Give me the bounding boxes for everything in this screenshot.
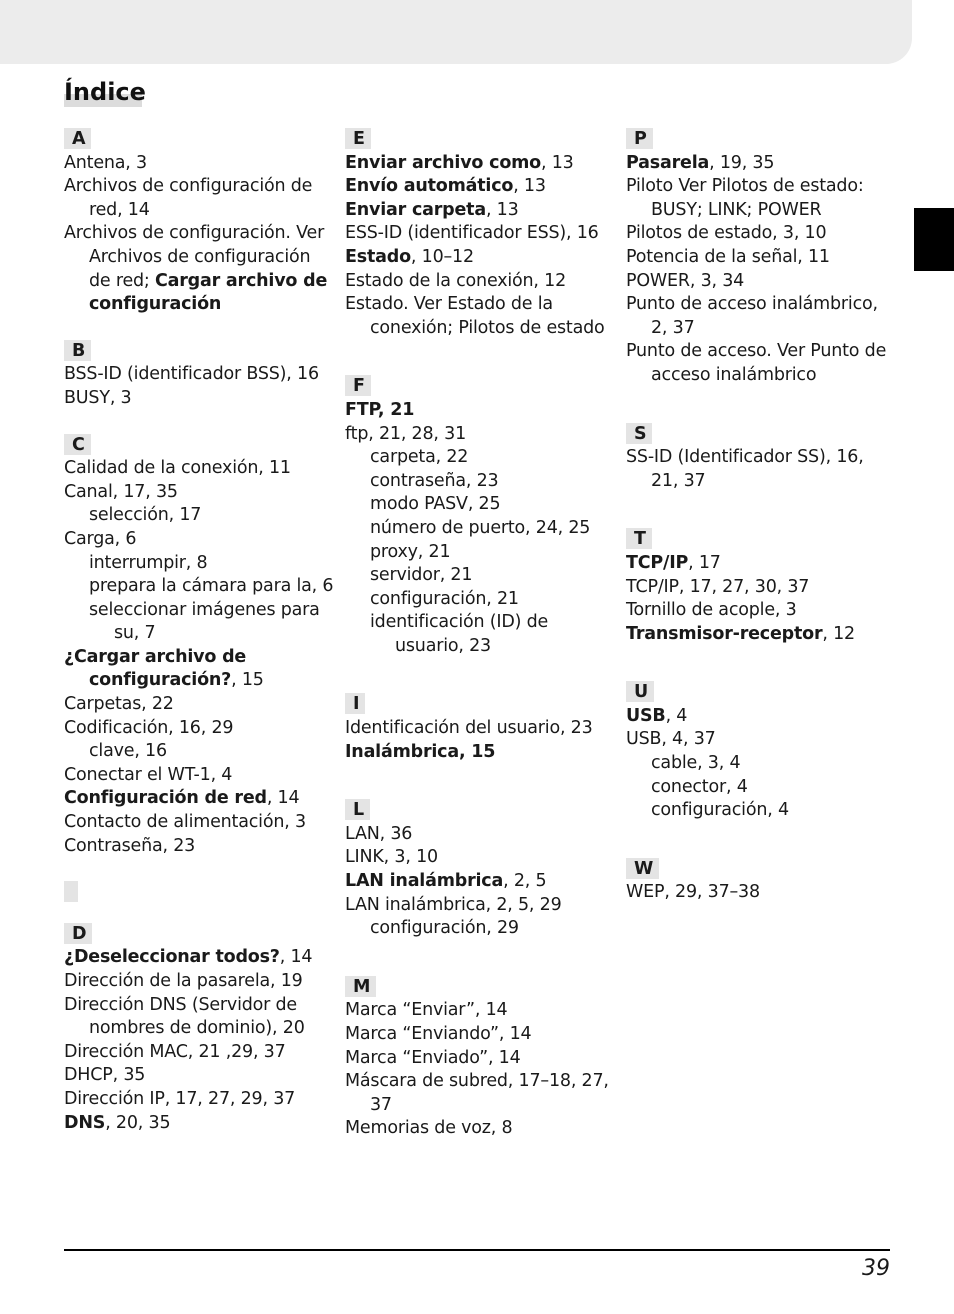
entry-text: Configuración de red <box>64 788 267 809</box>
index-subentry <box>345 611 615 658</box>
entry-text: Dirección MAC, 21 ,29, 37 <box>64 1041 286 1062</box>
section-gap <box>345 941 615 976</box>
entry-text: Canal, 17, 35 <box>64 481 178 502</box>
section-letter: E <box>345 128 371 149</box>
index-entry <box>64 152 334 176</box>
index-entry <box>345 870 615 894</box>
entry-text: , 14 <box>279 947 313 968</box>
entry-text: configuración, 4 <box>651 800 789 821</box>
index-entry <box>345 246 615 270</box>
index-subentry <box>345 588 615 612</box>
entry-text: BUSY, 3 <box>64 387 132 408</box>
entry-text: ¿Cargar archivo de configuración? <box>64 646 247 691</box>
entry-text: Máscara de subred, 17–18, 27, 37 <box>345 1071 609 1115</box>
page-title-text: Índice <box>64 78 146 106</box>
index-entry <box>64 222 334 316</box>
index-entry <box>345 293 615 340</box>
entry-text: ftp, 21, 28, 31 <box>345 423 467 444</box>
entry-text: LINK, 3, 10 <box>345 847 438 868</box>
entry-text: modo PASV, 25 <box>370 494 501 515</box>
entry-text: servidor, 21 <box>370 565 473 586</box>
section-letter: B <box>64 340 91 361</box>
entry-text: Antena, 3 <box>64 152 147 173</box>
index-subentry <box>345 517 615 541</box>
entry-text: Contacto de alimentación, 3 <box>64 812 306 833</box>
entry-text: LAN inalámbrica, 2, 5, 29 <box>345 894 562 915</box>
entry-text: Dirección DNS (Servidor de nombres de dominio), 20 <box>64 994 305 1039</box>
section-letter <box>64 881 78 902</box>
section-gap <box>345 764 615 799</box>
entry-text: cable, 3, 4 <box>651 753 741 774</box>
entry-text: contraseña, 23 <box>370 470 499 491</box>
header-band <box>0 0 912 64</box>
index-subentry <box>626 752 896 776</box>
entry-text: , 13 <box>485 199 519 220</box>
index-entry <box>626 552 896 576</box>
index-entry <box>64 835 334 859</box>
index-subentry <box>345 564 615 588</box>
entry-text: Marca “Enviando”, 14 <box>345 1024 532 1044</box>
index-entry <box>64 717 334 741</box>
entry-text: Dirección de la pasarela, 19 <box>64 971 303 991</box>
entry-text: interrumpir, 8 <box>89 552 208 573</box>
section-letter: I <box>345 693 365 714</box>
index-entry <box>64 693 334 717</box>
index-entry <box>345 1023 615 1047</box>
entry-text: WEP, 29, 37–38 <box>626 882 760 903</box>
section-gap <box>64 411 334 434</box>
index-entry <box>64 764 334 788</box>
entry-text: , 4 <box>665 705 688 726</box>
section-gap <box>626 493 896 528</box>
index-subentry <box>626 799 896 823</box>
entry-text: Identificación del usuario, 23 <box>345 718 593 739</box>
entry-text: Enviar archivo como <box>345 152 541 173</box>
section-gap <box>64 858 334 881</box>
entry-text: Punto de acceso. Ver Punto de acceso inalámbrico <box>626 341 887 385</box>
entry-text: , 19, 35 <box>709 152 775 173</box>
entry-text: Envío automático <box>345 176 514 197</box>
section-gap <box>626 823 896 858</box>
index-entry <box>626 728 896 752</box>
section-gap <box>345 658 615 693</box>
index-entry <box>64 970 334 994</box>
entry-text: BSS-ID (identificador BSS), 16 <box>64 364 319 385</box>
index-column-2 <box>345 128 615 1141</box>
index-entry <box>345 1047 615 1071</box>
entry-text: USB <box>626 705 666 726</box>
index-entry <box>64 457 334 481</box>
index-entry <box>64 387 334 411</box>
index-entry <box>64 1064 334 1088</box>
entry-text: , 13 <box>513 176 546 197</box>
index-subentry <box>345 470 615 494</box>
entry-text: configuración, 21 <box>370 588 519 609</box>
index-entry <box>64 175 334 222</box>
index-entry <box>64 994 334 1041</box>
section-letter: C <box>64 434 91 455</box>
entry-text: proxy, 21 <box>370 541 451 562</box>
entry-text: , 13 <box>541 152 574 173</box>
index-entry <box>345 175 615 199</box>
index-entry <box>345 1070 615 1117</box>
page-number: 39 <box>862 1256 890 1281</box>
index-entry <box>626 576 896 600</box>
section-letter: L <box>345 799 370 820</box>
entry-text: Potencia de la señal, 11 <box>626 246 830 267</box>
entry-text: conector, 4 <box>651 776 748 797</box>
section-letter: T <box>626 528 652 549</box>
index-entry <box>345 399 615 423</box>
index-entry <box>345 199 615 223</box>
entry-text: TCP/IP, 17, 27, 30, 37 <box>626 576 810 597</box>
section-gap <box>64 911 334 923</box>
entry-text: DNS <box>64 1112 106 1133</box>
entry-text: ¿Deseleccionar todos? <box>64 947 280 968</box>
entry-text: Calidad de la conexión, 11 <box>64 458 291 479</box>
entry-text: Punto de acceso inalámbrico, 2, 37 <box>626 294 878 338</box>
index-entry <box>626 446 896 493</box>
entry-text: FTP, 21 <box>345 399 415 420</box>
entry-text: carpeta, 22 <box>370 447 469 468</box>
index-subentry <box>64 740 334 764</box>
index-subentry <box>345 917 615 941</box>
index-subentry <box>64 552 334 576</box>
entry-text: selección, 17 <box>89 505 202 526</box>
index-entry <box>626 246 896 270</box>
index-entry <box>64 1112 334 1136</box>
entry-text: USB, 4, 37 <box>626 729 716 750</box>
entry-text: , 2, 5 <box>503 871 547 892</box>
entry-text: clave, 16 <box>89 741 167 762</box>
index-entry <box>345 717 615 741</box>
entry-text: Memorias de voz, 8 <box>345 1118 513 1139</box>
index-entry <box>345 999 615 1023</box>
entry-text: Transmisor-receptor <box>626 623 823 644</box>
footer-rule <box>64 1249 890 1251</box>
index-subentry <box>64 575 334 599</box>
entry-text: , 12 <box>822 623 855 644</box>
index-entry <box>345 222 615 246</box>
section-letter: P <box>626 128 653 149</box>
entry-text: Cargar archivo de configuración <box>89 270 328 315</box>
index-entry <box>626 623 896 647</box>
entry-text: Dirección IP, 17, 27, 29, 37 <box>64 1088 296 1109</box>
index-entry <box>64 1041 334 1065</box>
entry-text: Pasarela <box>626 152 710 173</box>
entry-text: configuración, 29 <box>370 918 519 939</box>
entry-text: identificación (ID) de usuario, 23 <box>370 612 549 656</box>
entry-text: Tornillo de acople, 3 <box>626 600 797 621</box>
index-subentry <box>626 776 896 800</box>
entry-text: Piloto Ver Pilotos de estado: BUSY; LINK; POWER <box>626 176 864 220</box>
index-entry <box>345 823 615 847</box>
entry-text: Inalámbrica, 15 <box>345 741 496 762</box>
index-entry <box>626 881 896 905</box>
index-entry <box>345 270 615 294</box>
index-entry <box>64 481 334 505</box>
index-entry <box>64 363 334 387</box>
entry-text: , 15 <box>231 670 264 691</box>
index-entry <box>64 1088 334 1112</box>
index-subentry <box>345 541 615 565</box>
entry-text: Carpetas, 22 <box>64 694 174 715</box>
index-column-1 <box>64 128 334 1135</box>
section-letter: S <box>626 423 652 444</box>
entry-text: Contraseña, 23 <box>64 835 196 856</box>
section-letter: D <box>64 923 92 944</box>
entry-text: , 17 <box>688 552 721 573</box>
entry-text: Estado de la conexión, 12 <box>345 270 567 291</box>
entry-text: , 10–12 <box>410 246 474 267</box>
index-subentry <box>64 504 334 528</box>
section-gap <box>626 646 896 681</box>
index-entry <box>345 423 615 447</box>
index-entry <box>64 787 334 811</box>
section-tab-marker <box>914 208 954 271</box>
index-entry <box>64 646 334 693</box>
entry-text: seleccionar imágenes para su, 7 <box>89 599 320 644</box>
entry-text: Estado. Ver Estado de la conexión; Pilotos de estado <box>345 294 605 338</box>
entry-text: LAN, 36 <box>345 823 413 844</box>
entry-text: POWER, 3, 34 <box>626 270 745 291</box>
entry-text: Carga, 6 <box>64 528 137 549</box>
index-entry <box>626 599 896 623</box>
entry-text: Pilotos de estado, 3, 10 <box>626 223 827 244</box>
entry-text: Archivos de configuración. Ver Archivos de configuración de red; <box>64 223 325 291</box>
entry-text: ESS-ID (identificador ESS), 16 <box>345 223 599 244</box>
section-letter: U <box>626 681 654 702</box>
index-entry <box>626 270 896 294</box>
entry-text: DHCP, 35 <box>64 1065 146 1086</box>
entry-text: , 20, 35 <box>105 1112 171 1133</box>
entry-text: Marca “Enviar”, 14 <box>345 1000 508 1021</box>
entry-text: número de puerto, 24, 25 <box>370 517 591 538</box>
index-entry <box>345 152 615 176</box>
section-gap <box>626 388 896 423</box>
entry-text: LAN inalámbrica <box>345 871 504 892</box>
index-entry <box>626 293 896 340</box>
entry-text: Codificación, 16, 29 <box>64 717 234 738</box>
index-subentry <box>345 446 615 470</box>
index-entry <box>345 846 615 870</box>
entry-text: Archivos de configuración de red, 14 <box>64 176 313 220</box>
section-gap <box>64 317 334 340</box>
index-subentry <box>345 493 615 517</box>
entry-text: Estado <box>345 246 411 267</box>
index-entry <box>626 152 896 176</box>
entry-text: , 14 <box>266 788 300 809</box>
index-entry <box>345 894 615 918</box>
index-entry <box>64 528 334 552</box>
index-entry <box>626 705 896 729</box>
section-gap <box>345 340 615 375</box>
index-column-3 <box>626 128 896 905</box>
entry-text: prepara la cámara para la, 6 <box>89 576 334 597</box>
section-letter: M <box>345 976 376 997</box>
page-title <box>64 74 146 110</box>
entry-text: SS-ID (Identificador SS), 16, 21, 37 <box>626 447 864 491</box>
index-entry <box>64 946 334 970</box>
section-letter: A <box>64 128 91 149</box>
entry-text: TCP/IP <box>626 552 689 573</box>
section-letter: F <box>345 375 371 396</box>
index-entry <box>345 1117 615 1141</box>
index-entry <box>626 340 896 387</box>
index-entry <box>626 175 896 222</box>
index-subentry <box>64 599 334 646</box>
entry-text: Enviar carpeta <box>345 199 486 220</box>
index-entry <box>64 811 334 835</box>
section-letter: W <box>626 858 659 879</box>
entry-text: Marca “Enviado”, 14 <box>345 1047 521 1068</box>
index-entry <box>626 222 896 246</box>
index-entry <box>345 741 615 765</box>
entry-text: Conectar el WT-1, 4 <box>64 764 233 785</box>
